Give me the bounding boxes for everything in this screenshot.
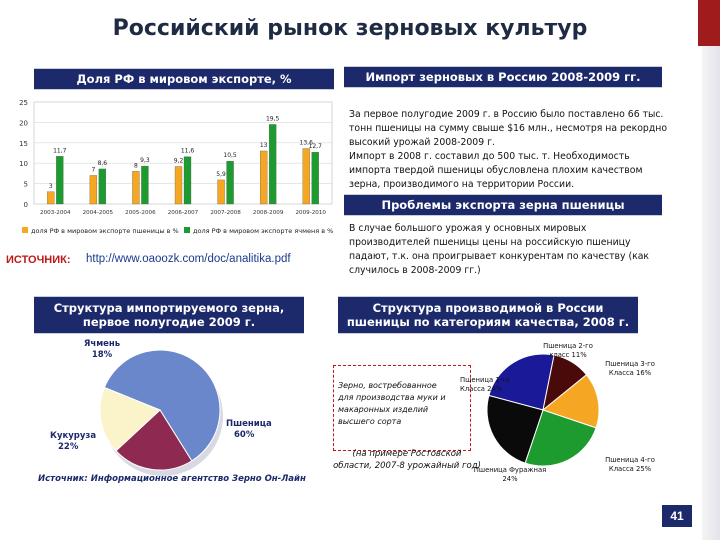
- x-tick-label: 2003-2004: [40, 210, 71, 216]
- pie-label-value: 18%: [91, 350, 113, 360]
- bar-value-label: 11,6: [180, 147, 195, 155]
- source-url[interactable]: http://www.oaoozk.com/doc/analitika.pdf: [86, 253, 291, 265]
- problems-text: [349, 222, 675, 278]
- import-text-line: высокий урожай 2008-2009 г.: [349, 137, 495, 148]
- barley-bar: [56, 156, 63, 204]
- barley-bar: [99, 169, 106, 204]
- pie2-note-line: высшего сорта: [338, 417, 402, 426]
- import-text: [349, 108, 675, 192]
- barley-bar: [269, 124, 276, 204]
- bar-value-label: 8: [134, 162, 138, 170]
- x-tick-label: 2005-2006: [125, 210, 156, 216]
- legend-swatch: [184, 227, 190, 233]
- barley-bar: [141, 166, 148, 204]
- bar-value-label: 10,5: [223, 152, 237, 160]
- bar-value-label: 12,7: [308, 143, 322, 151]
- y-tick-label: 0: [23, 201, 28, 209]
- barley-bar: [312, 152, 319, 204]
- wheat-bar: [260, 151, 267, 204]
- barley-bar: [184, 157, 191, 204]
- bar-value-label: 8,6: [97, 159, 108, 167]
- pie2-region-line: области, 2007-8 урожайный год): [333, 461, 481, 471]
- problems-header: Проблемы экспорта зерна пшеницы: [344, 194, 662, 216]
- pie-label-name: Пшеница Фуражная: [473, 466, 547, 474]
- x-tick-label: 2007-2008: [210, 210, 241, 216]
- legend-swatch: [22, 227, 28, 233]
- wheat-bar: [303, 149, 310, 204]
- right-decor-top: [698, 0, 720, 46]
- pie-label-value: Класса 25%: [608, 465, 652, 473]
- imported-grain-header: Структура импортируемого зерна, первое полугодие 2009 г.: [34, 296, 304, 334]
- import-text-line: За первое полугодие 2009 г. в Россию было поставлено 66 тыс.: [349, 109, 664, 120]
- wheat-bar: [175, 166, 182, 204]
- slide-title: Российский рынок зерновых культур: [112, 16, 588, 41]
- pie-label-value: Класса 16%: [608, 369, 652, 377]
- x-tick-label: 2008-2009: [252, 210, 284, 216]
- import-text-line: Импорт в 2008 г. составил до 500 тыс. т. Необходимость: [349, 151, 630, 162]
- legend-label: доля РФ в мировом экспорте пшеницы в %: [31, 227, 179, 235]
- y-tick-label: 25: [19, 99, 28, 107]
- pie-label-value: 24%: [502, 475, 518, 483]
- wheat-bar: [90, 175, 97, 204]
- pie2-note-line: макаронных изделий: [338, 405, 429, 414]
- wheat-bar: [218, 180, 225, 204]
- x-tick-label: 2009-2010: [295, 210, 326, 216]
- bar-value-label: 11,7: [53, 147, 67, 155]
- bar-value-label: 13: [259, 141, 268, 149]
- y-tick-label: 10: [19, 160, 28, 169]
- barley-bar: [227, 161, 234, 204]
- pie-label-name: Пшеница: [226, 419, 272, 429]
- pie-label-name: Пшеница 3-го: [605, 360, 655, 368]
- bar-value-label: 3: [48, 182, 53, 190]
- pie-label-name: Пшеница 4-го: [605, 456, 655, 464]
- pie-label-value: класс 11%: [549, 351, 587, 359]
- page-number: 41: [662, 505, 692, 527]
- bar-value-label: 9,2: [173, 157, 184, 165]
- pie2-region: [332, 448, 482, 472]
- pie-label-name: Ячмень: [83, 339, 121, 349]
- pie-label-value: 22%: [58, 442, 79, 452]
- pie2-note-line: Зерно, востребованное: [338, 381, 437, 390]
- y-tick-label: 5: [23, 180, 28, 189]
- import-text-line: тонн пшеницы на сумму свыше $16 млн., несмотря на рекордно: [349, 123, 668, 134]
- pie-label-name: Пшеница 2-го: [543, 342, 593, 350]
- bar-value-label: 19,5: [265, 115, 280, 123]
- wheat-bar: [47, 192, 54, 204]
- y-tick-label: 20: [19, 119, 28, 128]
- source-label: ИСТОЧНИК:: [6, 254, 71, 266]
- pie2-note: [338, 380, 446, 428]
- bar-value-label: 5,9: [216, 170, 226, 178]
- problems-text-line: падают, т.к. она проигрывает конкурентам по качеству (как: [349, 251, 650, 262]
- y-tick-label: 15: [19, 139, 28, 148]
- pie-label-name: Пшеница 1-го: [460, 376, 510, 384]
- import-text-line: зерна, производимого на территории России.: [349, 179, 575, 190]
- bar-value-label: 7: [91, 166, 96, 174]
- problems-text-line: случилось в 2008-2009 гг.): [349, 265, 481, 276]
- pie-label-name: Кукуруза: [50, 431, 97, 441]
- bar-value-label: 13,6: [299, 139, 313, 147]
- wheat-quality-header: Структура производимой в России пшеницы по категориям качества, 2008 г.: [338, 296, 638, 334]
- export-share-chart: [0, 92, 340, 242]
- bar-value-label: 9,3: [140, 157, 150, 165]
- pie1-source: Источник: Информационное агентство Зерно Он-Лайн: [38, 474, 306, 484]
- export-share-header: Доля РФ в мировом экспорте, %: [34, 68, 334, 90]
- x-tick-label: 2006-2007: [167, 210, 199, 216]
- pie-label-value: Класса 24%: [460, 385, 503, 393]
- pie2-region-line: (на примере Ростовской: [352, 449, 462, 459]
- right-decor-band: [702, 0, 720, 540]
- wheat-quality-pie: [460, 340, 678, 500]
- pie-label-value: 60%: [234, 430, 255, 440]
- x-tick-label: 2004-2005: [82, 210, 114, 216]
- problems-text-line: производителей пшеницы цены на российскую пшеницу: [349, 237, 631, 248]
- import-text-line: импорта твердой пшеницы обусловлена плохим качеством: [349, 165, 643, 176]
- pie2-note-line: для производства муки и: [338, 393, 446, 402]
- legend-label: доля РФ в мировом экспорте ячменя в %: [193, 227, 334, 235]
- import-header: Импорт зерновых в Россию 2008-2009 гг.: [344, 66, 662, 88]
- imported-grain-pie: [30, 336, 330, 496]
- wheat-bar: [132, 171, 139, 204]
- problems-text-line: В случае большого урожая у основных мировых: [349, 223, 587, 234]
